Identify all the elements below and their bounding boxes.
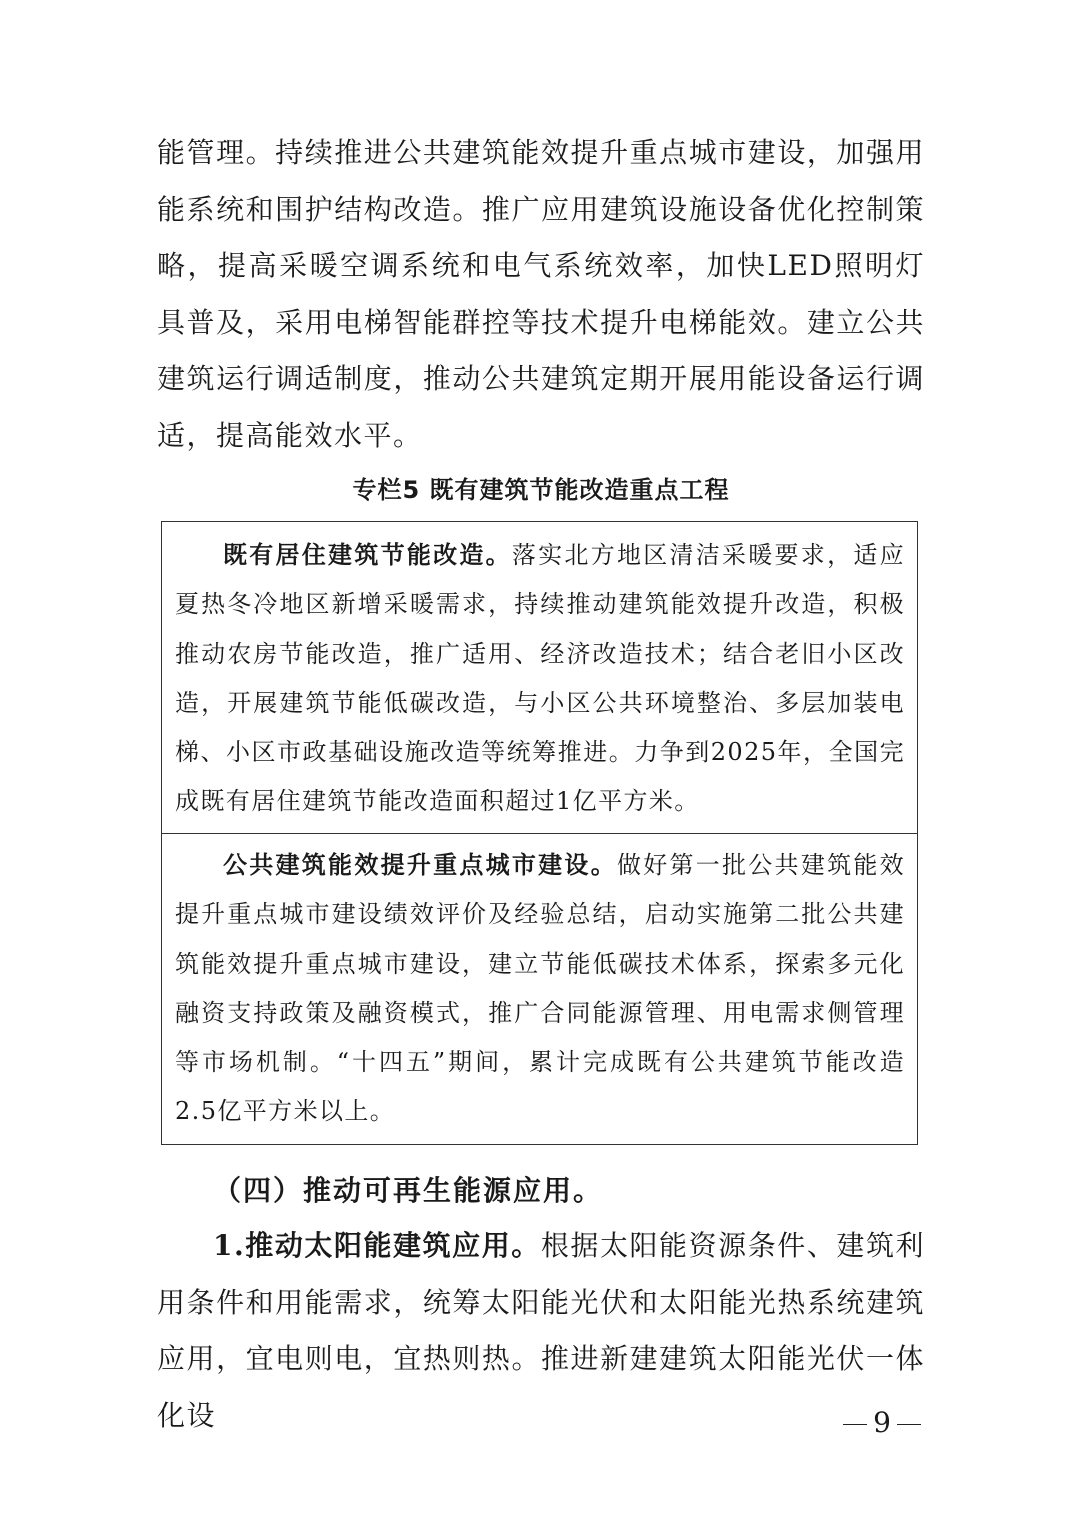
column-cell-heading: 既有居住建筑节能改造。 — [223, 541, 512, 569]
column-cell-body: 做好第一批公共建筑能效提升重点城市建设绩效评价及经验总结，启动实施第二批公共建筑能效提升重点城市建设，建立节能低碳技术体系，探索多元化融资支持政策及融资模式，推广合同能源管理、用电需求侧管理等市场机制。“十四五”期间，累计完成既有公共建筑节能改造2.5亿平方米以上。 — [175, 851, 906, 1126]
column-cell-paragraph — [175, 531, 905, 827]
page-number-value: 9 — [873, 1406, 891, 1439]
section-heading: （四）推动可再生能源应用。 — [213, 1174, 604, 1207]
column-title: 专栏5 既有建筑节能改造重点工程 — [352, 476, 730, 504]
column-cell-public-buildings — [162, 841, 917, 1137]
column-cell-residential — [162, 531, 917, 827]
column-divider — [162, 833, 917, 834]
column-cell-paragraph — [175, 841, 905, 1137]
page-number-dash-right — [897, 1424, 921, 1425]
column-cell-body: 落实北方地区清洁采暖要求，适应夏热冬冷地区新增采暖需求，持续推动建筑能效提升改造，积极推动农房节能改造，推广适用、经济改造技术；结合老旧小区改造，开展建筑节能低碳改造，与小区公共环境整治、多层加装电梯、小区市政基础设施改造等统筹推进。力争到2025年，全国完成既有居住建筑节能改造面积超过1亿平方米。 — [175, 541, 905, 816]
page-number-dash-left — [843, 1424, 867, 1425]
column-cell-heading: 公共建筑能效提升重点城市建设。 — [223, 851, 617, 879]
subsection-paragraph — [157, 1218, 925, 1444]
intro-paragraph-text: 能管理。持续推进公共建筑能效提升重点城市建设，加强用能系统和围护结构改造。推广应用建筑设施设备优化控制策略，提高采暖空调系统和电气系统效率，加快LED照明灯具普及，采用电梯智能群控等技术提升电梯能效。建立公共建筑运行调适制度，推动公共建筑定期开展用能设备运行调适，提高能效水平。 — [157, 136, 925, 452]
subsection-body: 根据太阳能资源条件、建筑利用条件和用能需求，统筹太阳能光伏和太阳能光热系统建筑应用，宜电则电，宜热则热。推进新建建筑太阳能光伏一体化设 — [157, 1229, 925, 1432]
page-number — [836, 1403, 928, 1443]
subsection-heading: 1.推动太阳能建筑应用。 — [213, 1229, 541, 1262]
column-box — [161, 521, 918, 1145]
intro-paragraph — [157, 125, 925, 464]
